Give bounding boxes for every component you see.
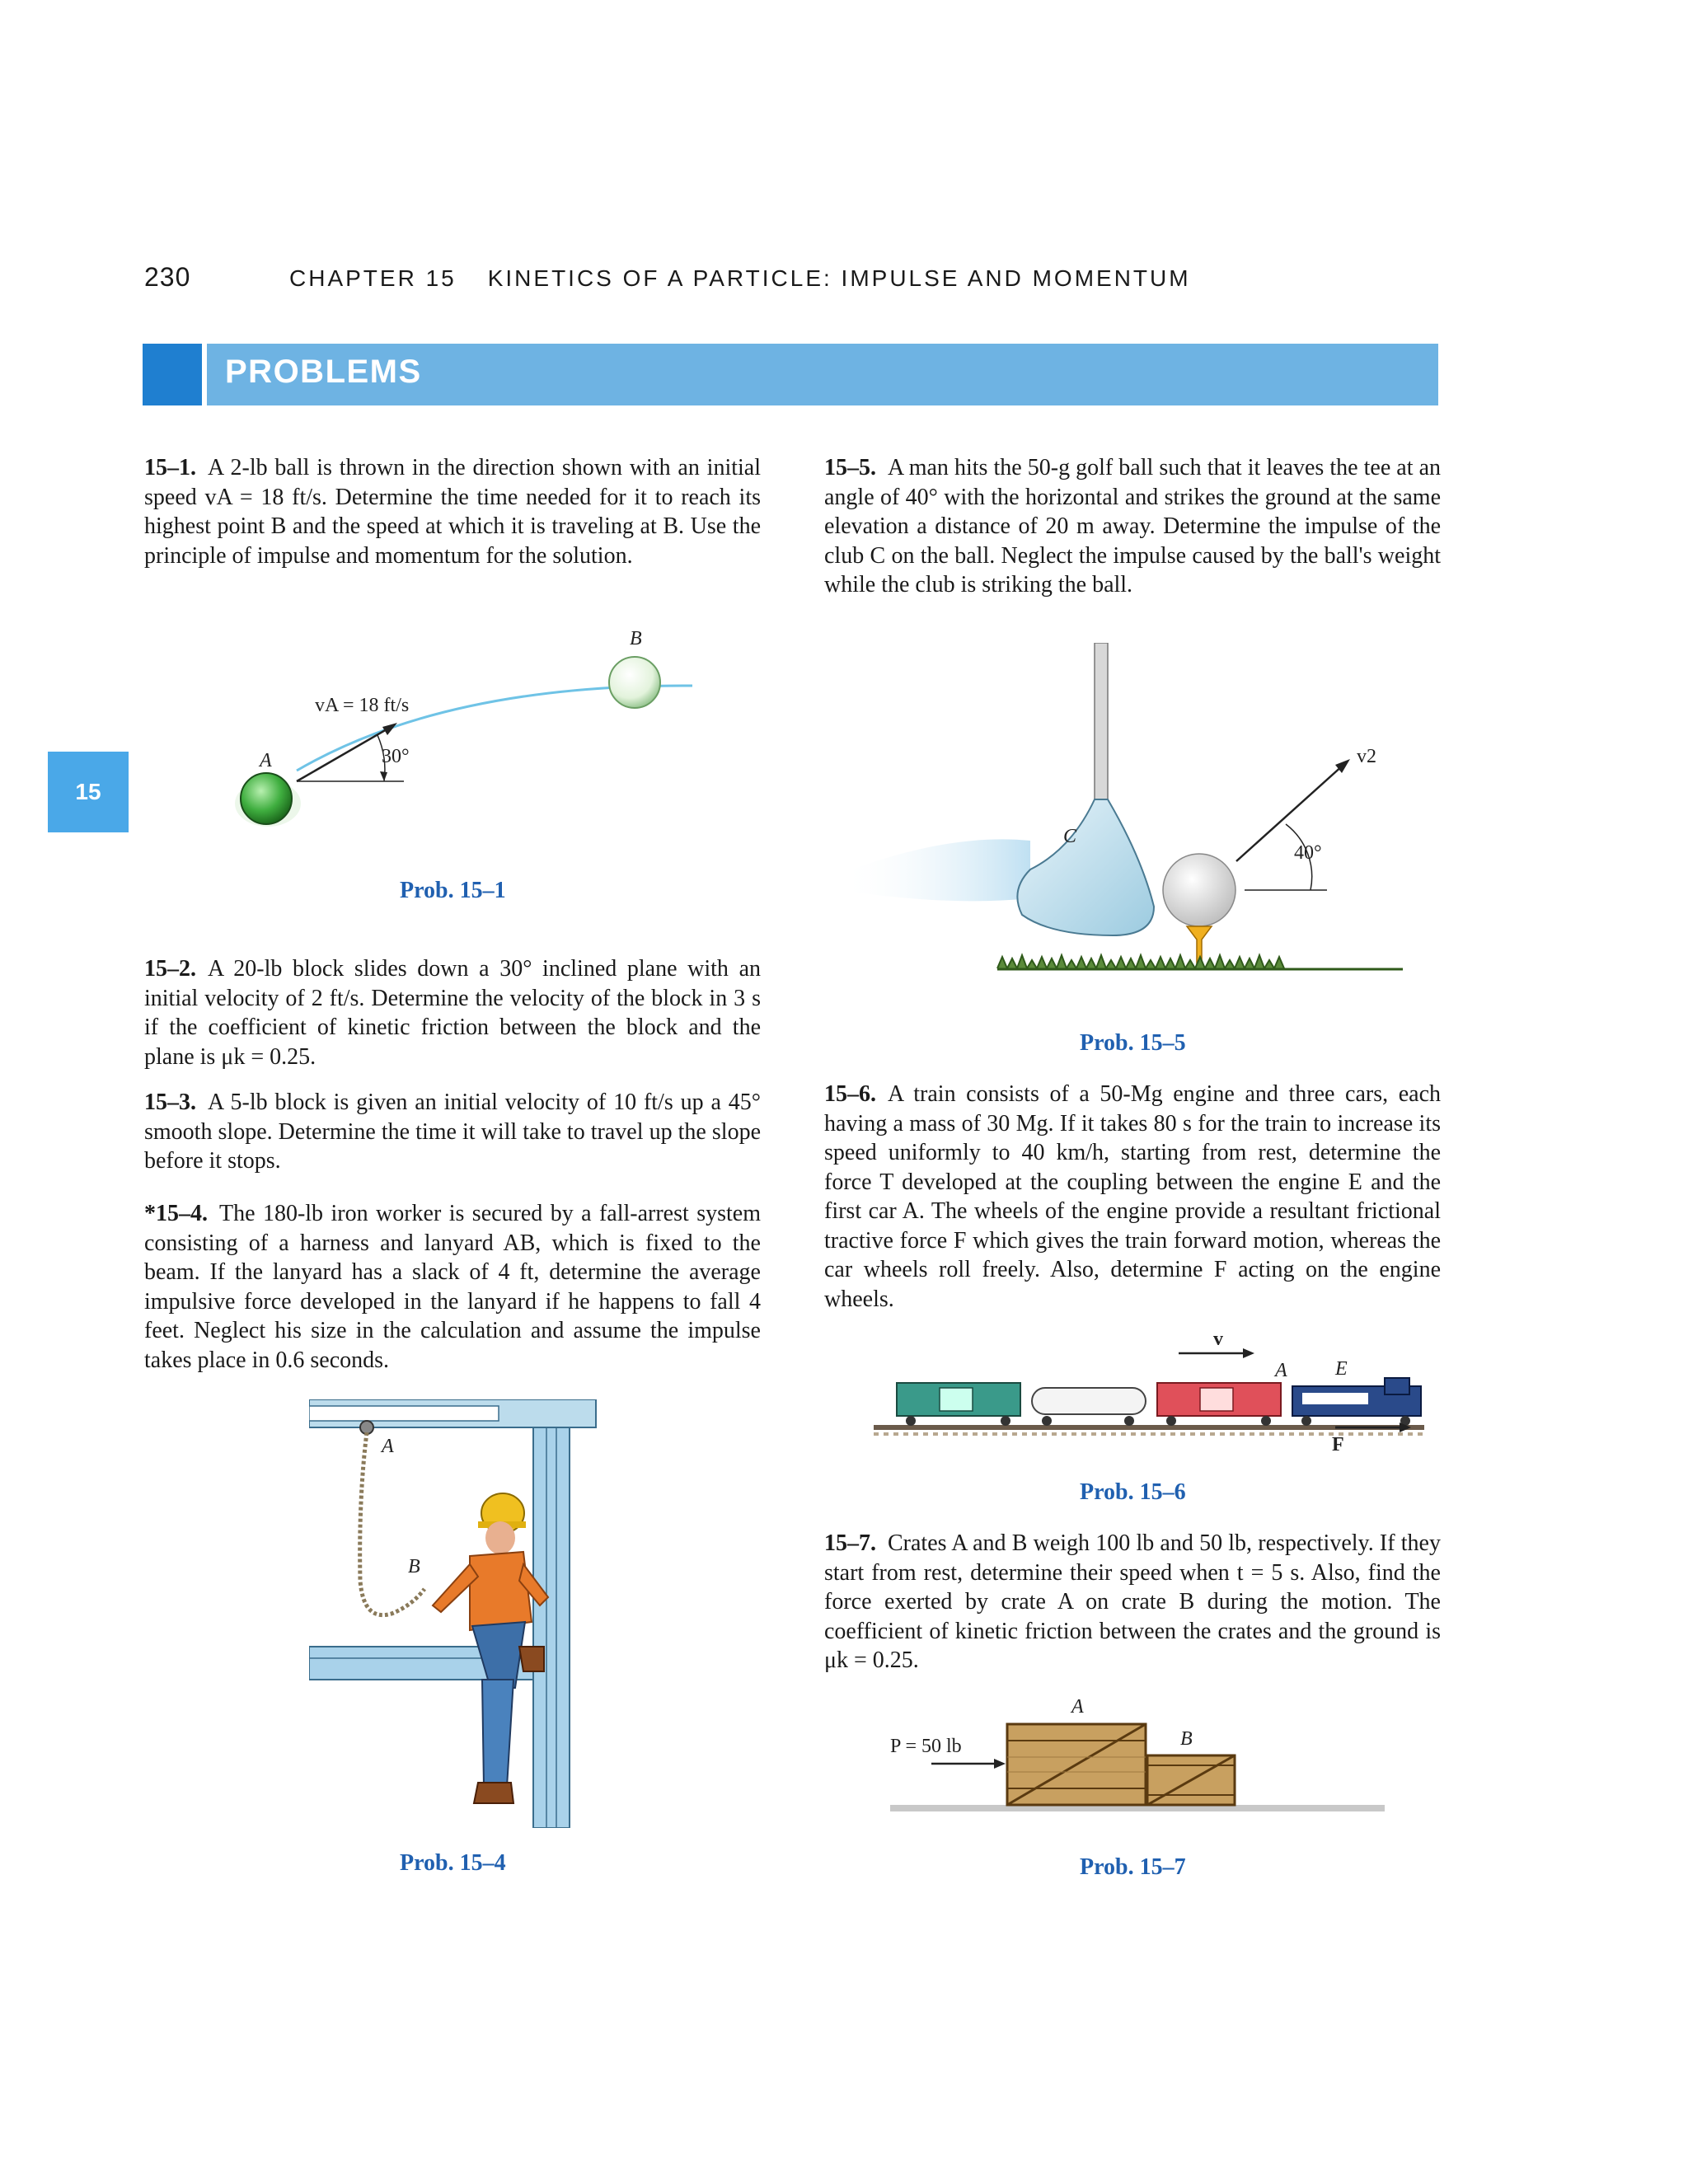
label-b: B (1180, 1728, 1193, 1750)
problem-text: A 5-lb block is given an initial velocity of 10 ft/s up a 45° smooth slope. Determine the time it will take to travel up the slope before it stops. (144, 1090, 761, 1174)
problem-15-6 (824, 1080, 1441, 1314)
label-c: C (1063, 826, 1077, 847)
banner-gap (202, 344, 207, 405)
crate-b (1147, 1755, 1235, 1805)
figure-15-4 (309, 1399, 606, 1828)
problem-text: Crates A and B weigh 100 lb and 50 lb, respectively. If they start from rest, determine their speed when t = 5 s. Also, find the force exerted by crate A on crate B during the motion. The coefficient of kinetic friction between the crates and the ground is μk = 0.25. (824, 1530, 1441, 1673)
label-a: A (382, 1436, 394, 1457)
lanyard (360, 1432, 424, 1615)
problem-15-5 (824, 453, 1441, 600)
problem-text: A train consists of a 50-Mg engine and three cars, each having a mass of 30 Mg. If it takes 80 s for the train to increase its speed uniformly to 40 km/h, starting from rest, determine the force T developed at the coupling between the engine E and the first car A. The wheels of the engine provide a resultant frictional tractive force F which gives the train forward motion, whereas the car wheels roll freely. Also, determine F acting on the engine wheels. (824, 1081, 1441, 1312)
figure-15-6 (874, 1335, 1434, 1459)
problems-banner (143, 344, 1438, 405)
anchor-a (360, 1421, 373, 1434)
problem-number: 15–7. (824, 1530, 876, 1556)
caption-15-5: Prob. 15–5 (1080, 1030, 1186, 1056)
chapter-side-tab: 15 (48, 752, 129, 832)
banner-title: PROBLEMS (225, 354, 422, 390)
problem-text: The 180-lb iron worker is secured by a fall-arrest system consisting of a harness and lanyard AB, which is fixed to the beam. If the lanyard has a slack of 4 ft, determine the average impulsive force developed in the lanyard if he happens to fall 4 feet. Neglect his size in the calculation and assume the impulse takes place in 0.6 seconds. (144, 1201, 761, 1373)
angle-label: 30° (382, 746, 410, 767)
ball-a (241, 773, 292, 824)
angle-label: 40° (1294, 842, 1322, 864)
club-shaft (1095, 643, 1108, 808)
column (533, 1427, 570, 1828)
label-b: B (630, 628, 642, 649)
label-a: A (1275, 1360, 1287, 1381)
label-f: F (1332, 1434, 1344, 1455)
problem-15-2 (144, 954, 761, 1071)
figure-15-1 (231, 626, 709, 857)
problem-text: A man hits the 50-g golf ball such that it leaves the tee at an angle of 40° with the horizontal and strikes the ground at the same elevation a distance of 20 m away. Determine the impulse of the club C on the ball. Neglect the impulse caused by the ball's weight while the club is striking the ball. (824, 455, 1441, 598)
swing-trail (841, 839, 1030, 901)
caption-15-1: Prob. 15–1 (400, 878, 506, 903)
label-a: A (1071, 1696, 1084, 1718)
problem-number: 15–5. (824, 455, 876, 480)
label-v: v (1213, 1335, 1223, 1350)
golf-ball (1163, 854, 1236, 926)
force-label: P = 50 lb (890, 1736, 962, 1757)
page-number: 230 (144, 262, 191, 292)
problem-15-4 (144, 1199, 761, 1375)
problem-number: 15–6. (824, 1081, 876, 1107)
crate-a (1007, 1724, 1146, 1805)
caption-15-4: Prob. 15–4 (400, 1850, 506, 1876)
figure-15-5 (824, 643, 1418, 989)
problem-number: *15–4. (144, 1201, 208, 1226)
club-head (1017, 799, 1154, 935)
label-e: E (1335, 1358, 1348, 1380)
velocity-arrow (297, 726, 392, 781)
problem-number: 15–3. (144, 1090, 196, 1115)
velocity-label: vA = 18 ft/s (315, 695, 410, 716)
ball-b (609, 657, 660, 708)
grass (997, 955, 1284, 968)
problem-15-7 (824, 1529, 1441, 1675)
problem-number: 15–2. (144, 956, 196, 982)
problem-15-3 (144, 1088, 761, 1176)
problem-text: A 20-lb block slides down a 30° inclined plane with an initial velocity of 2 ft/s. Determine the velocity of the block in 3 s if the coefficient of kinetic friction between the block and the plane is μk = 0.25. (144, 956, 761, 1070)
problem-15-1 (144, 453, 761, 570)
caption-15-7: Prob. 15–7 (1080, 1854, 1186, 1880)
velocity-label: v2 (1357, 746, 1376, 767)
chapter-label: CHAPTER 15 (289, 265, 457, 291)
chapter-title: KINETICS OF A PARTICLE: IMPULSE AND MOMENTUM (487, 265, 1191, 291)
problem-text: A 2-lb ball is thrown in the direction shown with an initial speed vA = 18 ft/s. Determine the time needed for it to reach its highest point B and the speed at which it is traveling at B. Use the principle of impulse and momentum for the solution. (144, 455, 761, 569)
chapter-heading (289, 265, 1191, 292)
banner-square (143, 344, 202, 405)
velocity-arrow (1236, 765, 1343, 861)
car-tank (1032, 1388, 1146, 1414)
label-b: B (408, 1556, 420, 1577)
figure-15-7 (882, 1690, 1393, 1830)
label-a: A (260, 750, 272, 771)
problem-number: 15–1. (144, 455, 196, 480)
caption-15-6: Prob. 15–6 (1080, 1479, 1186, 1505)
